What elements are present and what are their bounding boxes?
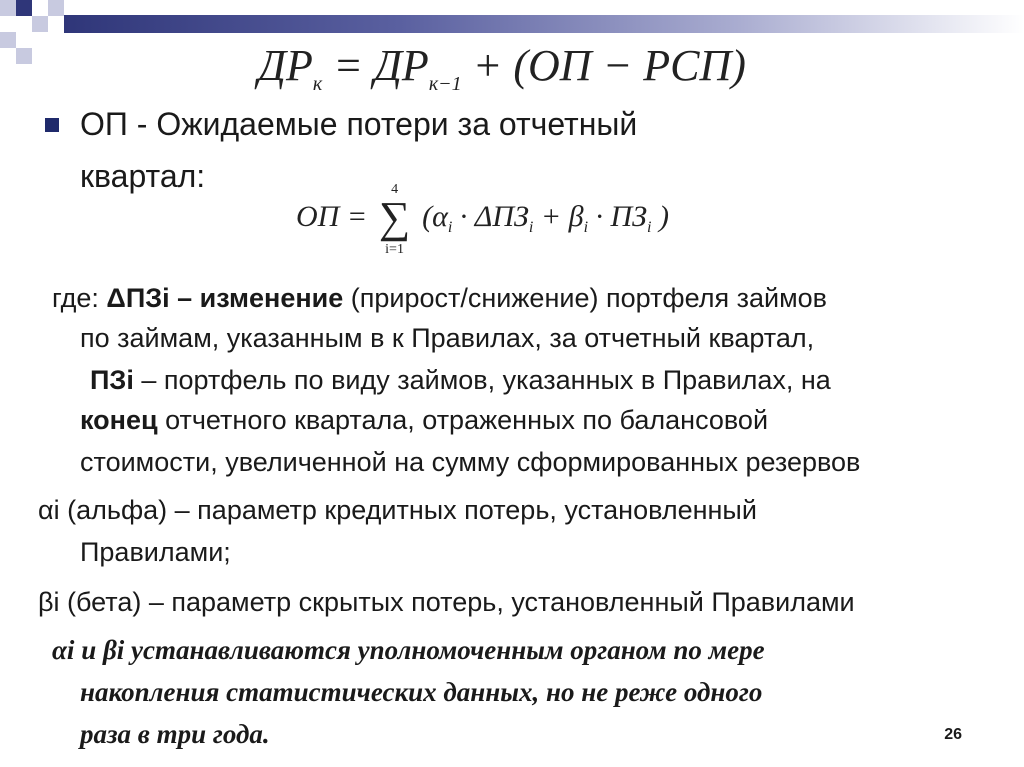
formula-operator: =: [333, 41, 363, 90]
sigma-icon: [375, 182, 415, 257]
bullet-item: [80, 98, 780, 202]
definition-line: [52, 278, 827, 318]
note-line: накопления статистических данных, но не реже одного: [80, 677, 763, 707]
decor-square: [0, 32, 16, 48]
sigma-symbol: ∑: [378, 193, 411, 242]
definition-term: ΔПЗi – изменение: [106, 283, 344, 313]
formula-reserve: [258, 40, 788, 100]
decor-square: [0, 0, 16, 16]
formula-term: · ΔПЗ: [459, 200, 529, 233]
definition-line: [80, 400, 768, 440]
definition-text: отчетного квартала, отраженных по балансовой: [157, 405, 769, 435]
bullet-line: квартал:: [80, 158, 206, 194]
formula-term: (α: [422, 200, 448, 233]
formula-subscript: i: [447, 219, 453, 236]
definition-term: конец: [80, 405, 158, 435]
definition-line: [90, 360, 831, 400]
sum-lower-limit: i=1: [385, 242, 404, 257]
note-line: раза в три года.: [80, 719, 270, 749]
formula-subscript: i: [583, 219, 589, 236]
formula-subscript: к: [312, 73, 323, 95]
definition-text: (прирост/снижение) портфеля займов: [343, 283, 827, 313]
definition-line: Правилами;: [80, 537, 231, 567]
formula-term: ДР: [258, 41, 313, 90]
decor-square: [48, 0, 64, 16]
definition-text: где:: [52, 283, 107, 313]
definition-line: αi (альфа) – параметр кредитных потерь, установленный: [38, 495, 757, 525]
formula-subscript: i: [528, 219, 534, 236]
decor-square: [16, 0, 32, 16]
definition-line: βi (бета) – параметр скрытых потерь, установленный Правилами: [38, 587, 855, 617]
definition-term: ПЗi: [90, 365, 134, 395]
sum-upper-limit: 4: [391, 182, 399, 197]
definition-line: по займам, указанным в к Правилах, за отчетный квартал,: [80, 323, 815, 353]
formula-expected-losses: [296, 182, 756, 264]
bullet-line: ОП - Ожидаемые потери за отчетный: [80, 106, 638, 142]
header-bar: [64, 15, 1024, 33]
formula-term: ): [659, 200, 669, 233]
decor-square: [32, 16, 48, 32]
definition-text: – портфель по виду займов, указанных в Правилах, на: [133, 365, 831, 395]
formula-term: + β: [540, 200, 584, 233]
formula-term: + (ОП − РСП): [472, 41, 746, 90]
formula-term: ДР: [373, 41, 429, 90]
formula-subscript: к−1: [428, 73, 462, 95]
decor-square: [16, 48, 32, 64]
note-line: αi и βi устанавливаются уполномоченным органом по мере: [52, 635, 765, 665]
formula-term: ОП =: [296, 200, 368, 233]
bullet-icon: [45, 118, 59, 132]
formula-term: · ПЗ: [595, 200, 648, 233]
definition-line: стоимости, увеличенной на сумму сформированных резервов: [80, 447, 861, 477]
page-number: 26: [944, 726, 962, 743]
formula-subscript: i: [647, 219, 652, 236]
